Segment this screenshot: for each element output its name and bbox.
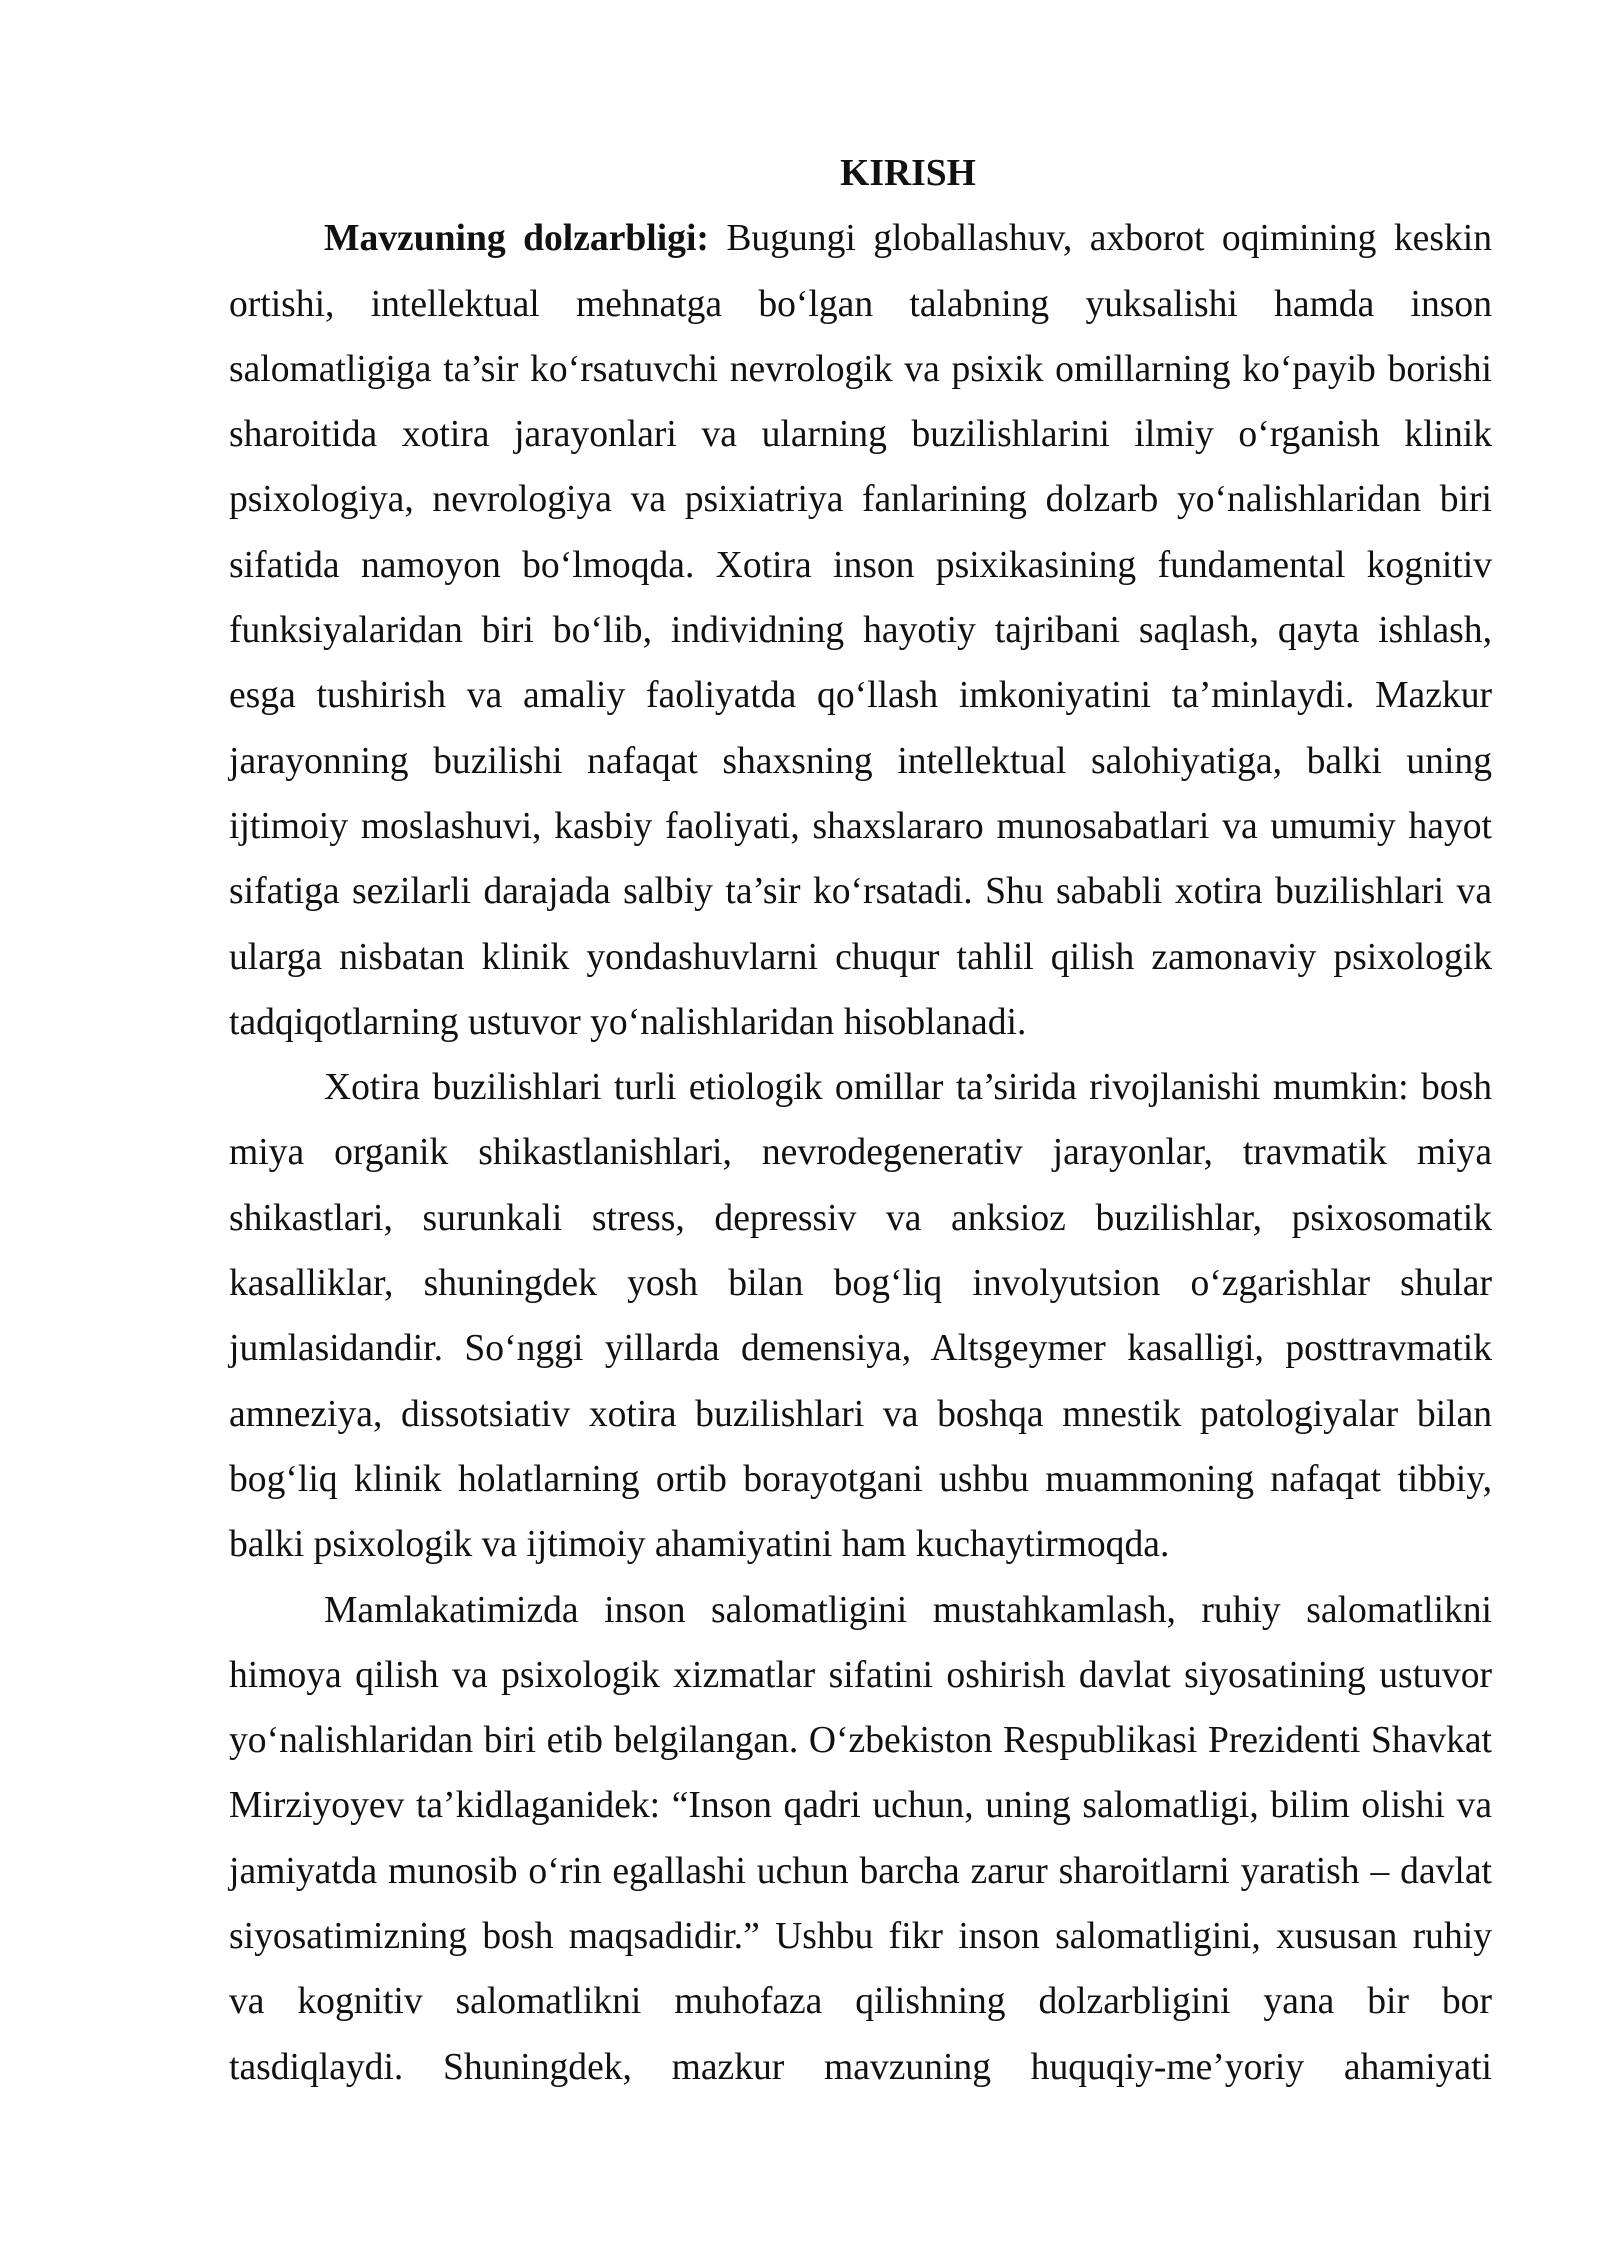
text-line: kasalliklar, shuningdek yosh bilan bog‘liq involyutsion o‘zgarishlar shular [229,1263,1492,1305]
text-line: Mirziyoyev ta’kidlaganidek: “Inson qadri uchun, uning salomatligi, bilim olishi va [229,1785,1492,1827]
text-line: tadqiqotlarning ustuvor yo‘nalishlaridan hisoblanadi. [229,1001,1027,1043]
text-line: Mamlakatimizda inson salomatligini mustahkamlash, ruhiy salomatlikni [324,1589,1492,1631]
text-line: miya organik shikastlanishlari, nevrodegenerativ jarayonlar, travmatik miya [229,1132,1492,1174]
section-heading: KIRISH [840,153,976,194]
text-line: va kognitiv salomatlikni muhofaza qilishning dolzarbligini yana bir bor [229,1981,1492,2023]
paragraph-3 [229,1578,1492,2100]
paragraph-lead: Mavzuning dolzarbligi: [324,218,709,260]
text-line: shikastlari, surunkali stress, depressiv va anksioz buzilishlar, psixosomatik [229,1197,1492,1239]
text-line: yo‘nalishlaridan biri etib belgilangan. O‘zbekiston Respublikasi Prezidenti Shavkat [229,1720,1492,1762]
paragraph-2 [229,1055,1492,1577]
text-line-content: Bugungi globallashuv, axborot oqimining keskin [726,218,1492,260]
text-line: jamiyatda munosib o‘rin egallashi uchun barcha zarur sharoitlarni yaratish – davlat [229,1850,1492,1892]
text-line: ularga nisbatan klinik yondashuvlarni chuqur tahlil qilish zamonaviy psixologik [229,936,1492,978]
page-body [229,141,1492,2100]
text-line: Xotira buzilishlari turli etiologik omillar ta’sirida rivojlanishi mumkin: bosh [324,1067,1492,1109]
text-line: siyosatimizning bosh maqsadidir.” Ushbu fikr inson salomatligini, xususan ruhiy [229,1916,1492,1958]
text-line: ijtimoiy moslashuvi, kasbiy faoliyati, shaxslararo munosabatlari va umumiy hayot [229,805,1492,847]
text-line: tasdiqlaydi. Shuningdek, mazkur mavzuning huquqiy-me’yoriy ahamiyati [229,2046,1492,2088]
text-line: himoya qilish va psixologik xizmatlar sifatini oshirish davlat siyosatining ustuvor [229,1654,1492,1696]
text-line: amneziya, dissotsiativ xotira buzilishlari va boshqa mnestik patologiyalar bilan [229,1393,1492,1435]
text-line: ortishi, intellektual mehnatga bo‘lgan talabning yuksalishi hamda inson [229,283,1492,325]
text-line: funksiyalaridan biri bo‘lib, individning hayotiy tajribani saqlash, qayta ishlash, [229,610,1492,652]
text-line: esga tushirish va amaliy faoliyatda qo‘llash imkoniyatini ta’minlaydi. Mazkur [229,675,1492,717]
text-line: sifatida namoyon bo‘lmoqda. Xotira inson psixikasining fundamental kognitiv [229,544,1492,586]
text-line: sharoitida xotira jarayonlari va ularning buzilishlarini ilmiy o‘rganish klinik [229,414,1492,456]
paragraph-1 [229,206,1492,1055]
text-line: bog‘liq klinik holatlarning ortib borayotgani ushbu muammoning nafaqat tibbiy, [229,1458,1492,1500]
text-line: psixologiya, nevrologiya va psixiatriya fanlarining dolzarb yo‘nalishlaridan biri [229,479,1492,521]
text-line: jarayonning buzilishi nafaqat shaxsning intellektual salohiyatiga, balki uning [229,740,1492,782]
text-line: jumlasidandir. So‘nggi yillarda demensiya, Altsgeymer kasalligi, posttravmatik [229,1328,1492,1370]
text-line: balki psixologik va ijtimoiy ahamiyatini ham kuchaytirmoqda. [229,1524,1170,1566]
text-line [229,206,1492,271]
text-line: sifatiga sezilarli darajada salbiy ta’sir ko‘rsatadi. Shu sababli xotira buzilishlari va [229,871,1492,913]
text-line: salomatligiga ta’sir ko‘rsatuvchi nevrologik va psixik omillarning ko‘payib borishi [229,348,1492,390]
